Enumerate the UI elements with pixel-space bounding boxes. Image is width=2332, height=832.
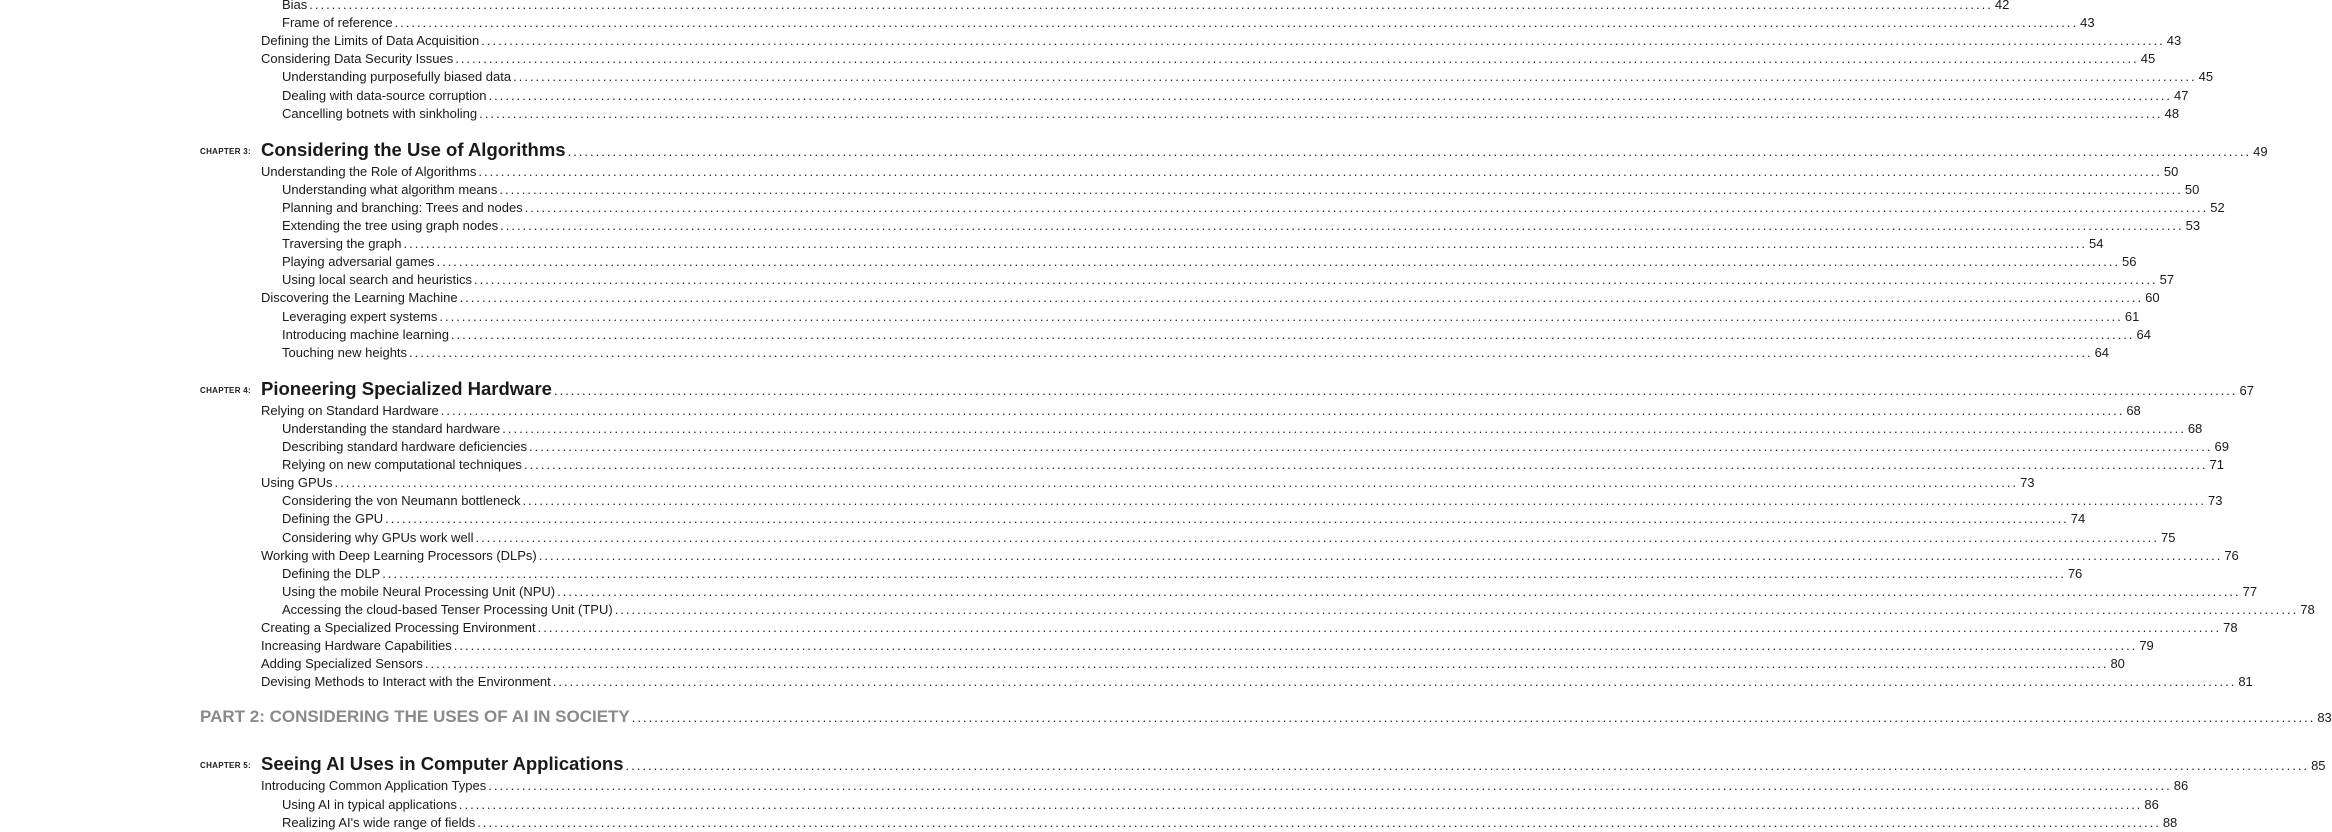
toc-subentry[interactable] bbox=[282, 814, 2178, 832]
toc-subentry-title: Dealing with data-source corruption bbox=[282, 87, 487, 103]
dot-leader: ............................................................................................................................................................................................................................................................................................................ bbox=[436, 254, 2121, 270]
toc-subentry[interactable] bbox=[282, 510, 2086, 528]
toc-subentry-page-number: 43 bbox=[2080, 15, 2095, 31]
chapter-heading-title: Considering the Use of Algorithms bbox=[261, 138, 566, 160]
toc-subentry[interactable] bbox=[282, 181, 2200, 199]
dot-leader: ............................................................................................................................................................................................................................................................................................................ bbox=[479, 105, 2163, 121]
toc-subentry-page-number: 48 bbox=[2164, 105, 2180, 121]
toc-subentry-title: Touching new heights bbox=[282, 344, 408, 360]
dot-leader: ............................................................................................................................................................................................................................................................................................................ bbox=[481, 33, 2165, 49]
toc-entry[interactable] bbox=[261, 637, 2154, 655]
toc-subentry[interactable] bbox=[282, 0, 2010, 14]
toc-subentry-page-number: 61 bbox=[2124, 308, 2140, 324]
toc-subentry[interactable] bbox=[282, 308, 2140, 326]
dot-leader: ............................................................................................................................................................................................................................................................................................................ bbox=[513, 69, 2197, 85]
toc-entry-title: Relying on Standard Hardware bbox=[261, 402, 439, 418]
toc-subentry-page-number: 47 bbox=[2174, 87, 2189, 103]
toc-subentry-title: Considering why GPUs work well bbox=[282, 529, 474, 545]
dot-leader: ............................................................................................................................................................................................................................................................................................................ bbox=[455, 51, 2139, 67]
toc-entry-page-number: 86 bbox=[2173, 778, 2189, 794]
toc-entry-page-number: 76 bbox=[2224, 547, 2239, 563]
toc-entry[interactable] bbox=[261, 289, 2160, 307]
dot-leader: ............................................................................................................................................................................................................................................................................................................ bbox=[440, 402, 2125, 418]
dot-leader: ............................................................................................................................................................................................................................................................................................................ bbox=[478, 163, 2162, 179]
dot-leader: ............................................................................................................................................................................................................................................................................................................ bbox=[450, 326, 2135, 342]
dot-leader: ............................................................................................................................................................................................................................................................................................................ bbox=[500, 218, 2184, 233]
dot-leader: ............................................................................................................................................................................................................................................................................................................ bbox=[567, 143, 2252, 159]
toc-subentry-page-number: 52 bbox=[2210, 199, 2225, 215]
toc-entry[interactable] bbox=[261, 619, 2238, 637]
dot-leader: ............................................................................................................................................................................................................................................................................................................ bbox=[537, 620, 2222, 635]
toc-subentry[interactable] bbox=[282, 601, 2315, 619]
toc-entry-page-number: 79 bbox=[2139, 638, 2154, 654]
toc-entry-page-number: 50 bbox=[2163, 163, 2179, 179]
toc-subentry-title: Playing adversarial games bbox=[282, 254, 435, 270]
dot-leader: ............................................................................................................................................................................................................................................................................................................ bbox=[458, 796, 2143, 812]
chapter-heading[interactable] bbox=[261, 376, 2254, 402]
toc-subentry-page-number: 76 bbox=[2067, 565, 2083, 581]
toc-entry-page-number: 43 bbox=[2166, 33, 2182, 49]
dot-leader: ............................................................................................................................................................................................................................................................................................................ bbox=[424, 656, 2109, 672]
toc-subentry-title: Accessing the cloud-based Tenser Processing Unit (TPU) bbox=[282, 601, 613, 617]
toc-subentry-page-number: 86 bbox=[2144, 796, 2159, 812]
chapter-heading-page-number: 67 bbox=[2239, 382, 2254, 398]
toc-subentry-page-number: 50 bbox=[2184, 181, 2200, 197]
toc-subentry-page-number: 88 bbox=[2162, 814, 2178, 830]
toc-entry-title: Understanding the Role of Algorithms bbox=[261, 163, 477, 179]
toc-subentry-title: Understanding purposefully biased data bbox=[282, 69, 512, 85]
toc-subentry-page-number: 53 bbox=[2185, 218, 2201, 233]
toc-entry[interactable] bbox=[261, 547, 2239, 565]
toc-entry[interactable] bbox=[261, 163, 2179, 181]
toc-subentry[interactable] bbox=[282, 199, 2225, 217]
toc-subentry-title: Introducing machine learning bbox=[282, 326, 449, 342]
dot-leader: ............................................................................................................................................................................................................................................................................................................ bbox=[553, 382, 2238, 398]
toc-subentry[interactable] bbox=[282, 492, 2223, 510]
toc-subentry-page-number: 75 bbox=[2161, 529, 2176, 545]
toc-subentry-page-number: 57 bbox=[2159, 272, 2175, 288]
toc-subentry[interactable] bbox=[282, 105, 2180, 123]
toc-entry[interactable] bbox=[261, 673, 2253, 691]
dot-leader: ............................................................................................................................................................................................................................................................................................................ bbox=[459, 290, 2144, 306]
dot-leader: ............................................................................................................................................................................................................................................................................................................ bbox=[334, 475, 2019, 491]
toc-subentry-title: Defining the GPU bbox=[282, 511, 384, 527]
toc-entry-title: Considering Data Security Issues bbox=[261, 51, 454, 67]
toc-entry[interactable] bbox=[261, 655, 2125, 673]
toc-entry[interactable] bbox=[261, 777, 2189, 795]
toc-subentry-page-number: 78 bbox=[2300, 601, 2315, 617]
chapter-heading-title: Seeing AI Uses in Computer Applications bbox=[261, 753, 624, 775]
toc-entry-title: Adding Specialized Sensors bbox=[261, 656, 423, 672]
toc-subentry-page-number: 77 bbox=[2242, 583, 2258, 599]
dot-leader: ............................................................................................................................................................................................................................................................................................................ bbox=[499, 181, 2183, 197]
toc-entry[interactable] bbox=[261, 50, 2156, 68]
toc-entry-page-number: 78 bbox=[2223, 620, 2238, 635]
toc-entry-page-number: 73 bbox=[2020, 475, 2035, 491]
toc-subentry[interactable] bbox=[282, 235, 2104, 253]
toc-subentry[interactable] bbox=[282, 565, 2083, 583]
toc-subentry-page-number: 45 bbox=[2198, 69, 2214, 85]
dot-leader: ............................................................................................................................................................................................................................................................................................................ bbox=[488, 778, 2172, 794]
dot-leader: ............................................................................................................................................................................................................................................................................................................ bbox=[409, 344, 2093, 360]
toc-subentry-title: Defining the DLP bbox=[282, 565, 381, 581]
dot-leader: ............................................................................................................................................................................................................................................................................................................ bbox=[552, 674, 2237, 690]
toc-subentry[interactable] bbox=[282, 456, 2224, 474]
toc-entry-title: Using GPUs bbox=[261, 475, 333, 491]
toc-subentry[interactable] bbox=[282, 14, 2095, 32]
toc-subentry-title: Bias bbox=[282, 0, 308, 12]
toc-subentry-title: Understanding what algorithm means bbox=[282, 181, 498, 197]
dot-leader: ............................................................................................................................................................................................................................................................................................................ bbox=[523, 457, 2208, 473]
toc-subentry-title: Extending the tree using graph nodes bbox=[282, 218, 499, 233]
chapter-label: CHAPTER 5: bbox=[200, 761, 252, 771]
toc-subentry-page-number: 64 bbox=[2136, 326, 2151, 342]
toc-subentry-page-number: 54 bbox=[2089, 236, 2104, 252]
toc-entry-page-number: 68 bbox=[2126, 402, 2141, 418]
toc-subentry-page-number: 71 bbox=[2209, 457, 2224, 473]
toc-entry-title: Creating a Specialized Processing Environment bbox=[261, 620, 536, 635]
dot-leader: ............................................................................................................................................................................................................................................................................................................ bbox=[502, 420, 2186, 436]
chapter-heading[interactable] bbox=[261, 751, 2326, 777]
toc-subentry-page-number: 64 bbox=[2094, 344, 2110, 360]
toc-subentry[interactable] bbox=[282, 253, 2137, 271]
dot-leader: ............................................................................................................................................................................................................................................................................................................ bbox=[477, 814, 2161, 830]
toc-subentry[interactable] bbox=[282, 796, 2159, 814]
toc-subentry-title: Relying on new computational techniques bbox=[282, 457, 522, 473]
toc-subentry-title: Realizing AI's wide range of fields bbox=[282, 814, 476, 830]
dot-leader: ............................................................................................................................................................................................................................................................................................................ bbox=[475, 529, 2159, 545]
toc-subentry-page-number: 42 bbox=[1994, 0, 2010, 12]
dot-leader: ............................................................................................................................................................................................................................................................................................................ bbox=[522, 493, 2207, 509]
toc-entry[interactable] bbox=[261, 402, 2141, 420]
dot-leader: ............................................................................................................................................................................................................................................................................................................ bbox=[385, 511, 2069, 527]
toc-subentry-title: Describing standard hardware deficiencies bbox=[282, 439, 527, 454]
dot-leader: ............................................................................................................................................................................................................................................................................................................ bbox=[488, 87, 2173, 103]
dot-leader: ............................................................................................................................................................................................................................................................................................................ bbox=[631, 710, 2316, 726]
toc-entry-title: Discovering the Learning Machine bbox=[261, 290, 458, 306]
dot-leader: ............................................................................................................................................................................................................................................................................................................ bbox=[528, 439, 2213, 454]
toc-subentry-title: Traversing the graph bbox=[282, 236, 402, 252]
toc-subentry[interactable] bbox=[282, 344, 2110, 362]
toc-subentry-title: Planning and branching: Trees and nodes bbox=[282, 199, 523, 215]
toc-subentry-title: Understanding the standard hardware bbox=[282, 420, 501, 436]
chapter-heading-page-number: 85 bbox=[2311, 758, 2326, 774]
toc-entry-page-number: 80 bbox=[2110, 656, 2125, 672]
toc-subentry-page-number: 56 bbox=[2122, 254, 2137, 270]
dot-leader: ............................................................................................................................................................................................................................................................................................................ bbox=[309, 0, 1993, 12]
dot-leader: ............................................................................................................................................................................................................................................................................................................ bbox=[439, 308, 2123, 324]
toc-entry-page-number: 60 bbox=[2145, 290, 2160, 306]
dot-leader: ............................................................................................................................................................................................................................................................................................................ bbox=[538, 547, 2223, 563]
toc-subentry-page-number: 69 bbox=[2214, 439, 2229, 454]
dot-leader: ............................................................................................................................................................................................................................................................................................................ bbox=[453, 638, 2138, 654]
part-heading[interactable] bbox=[200, 705, 2332, 729]
toc-subentry-title: Frame of reference bbox=[282, 15, 393, 31]
toc-subentry-title: Cancelling botnets with sinkholing bbox=[282, 105, 478, 121]
chapter-label: CHAPTER 4: bbox=[200, 385, 252, 395]
toc-subentry[interactable] bbox=[282, 583, 2258, 601]
toc-entry-title: Devising Methods to Interact with the Environment bbox=[261, 674, 551, 690]
chapter-label: CHAPTER 3: bbox=[200, 146, 252, 156]
chapter-heading-page-number: 49 bbox=[2253, 143, 2268, 159]
toc-subentry-title: Using AI in typical applications bbox=[282, 796, 457, 812]
toc-entry[interactable] bbox=[261, 474, 2035, 492]
toc-entry-title: Increasing Hardware Capabilities bbox=[261, 638, 452, 654]
toc-subentry[interactable] bbox=[282, 529, 2176, 547]
toc-subentry[interactable] bbox=[282, 217, 2201, 235]
chapter-heading-title: Pioneering Specialized Hardware bbox=[261, 377, 552, 399]
chapter-heading[interactable] bbox=[261, 137, 2268, 163]
dot-leader: ............................................................................................................................................................................................................................................................................................................ bbox=[614, 601, 2299, 617]
toc-entry-page-number: 45 bbox=[2140, 51, 2156, 67]
toc-subentry-title: Considering the von Neumann bottleneck bbox=[282, 493, 521, 509]
toc-subentry[interactable] bbox=[282, 87, 2189, 105]
toc-subentry-page-number: 74 bbox=[2070, 511, 2086, 527]
dot-leader: ............................................................................................................................................................................................................................................................................................................ bbox=[524, 199, 2209, 215]
toc-entry[interactable] bbox=[261, 32, 2182, 50]
toc-subentry-title: Using the mobile Neural Processing Unit (NPU) bbox=[282, 583, 556, 599]
toc-subentry[interactable] bbox=[282, 68, 2214, 86]
toc-subentry-title: Using local search and heuristics bbox=[282, 272, 473, 288]
toc-entry-page-number: 81 bbox=[2238, 674, 2253, 690]
dot-leader: ............................................................................................................................................................................................................................................................................................................ bbox=[382, 565, 2066, 581]
toc-entry-title: Defining the Limits of Data Acquisition bbox=[261, 33, 480, 49]
toc-subentry-page-number: 73 bbox=[2208, 493, 2223, 509]
dot-leader: ............................................................................................................................................................................................................................................................................................................ bbox=[403, 236, 2088, 252]
toc-subentry-page-number: 68 bbox=[2187, 420, 2203, 436]
toc-subentry-title: Leveraging expert systems bbox=[282, 308, 438, 324]
dot-leader: ............................................................................................................................................................................................................................................................................................................ bbox=[625, 758, 2310, 774]
toc-entry-title: Introducing Common Application Types bbox=[261, 778, 487, 794]
toc-subentry[interactable] bbox=[282, 438, 2229, 456]
toc-subentry[interactable] bbox=[282, 271, 2175, 289]
part-heading-title: PART 2: CONSIDERING THE USES OF AI IN SOCIETY bbox=[200, 707, 630, 727]
dot-leader: ............................................................................................................................................................................................................................................................................................................ bbox=[557, 583, 2241, 599]
toc-subentry[interactable] bbox=[282, 326, 2151, 344]
toc-entry-title: Working with Deep Learning Processors (DLPs) bbox=[261, 547, 537, 563]
toc-subentry[interactable] bbox=[282, 420, 2203, 438]
dot-leader: ............................................................................................................................................................................................................................................................................................................ bbox=[394, 15, 2079, 31]
part-heading-page-number: 83 bbox=[2317, 710, 2332, 726]
dot-leader: ............................................................................................................................................................................................................................................................................................................ bbox=[474, 272, 2158, 288]
